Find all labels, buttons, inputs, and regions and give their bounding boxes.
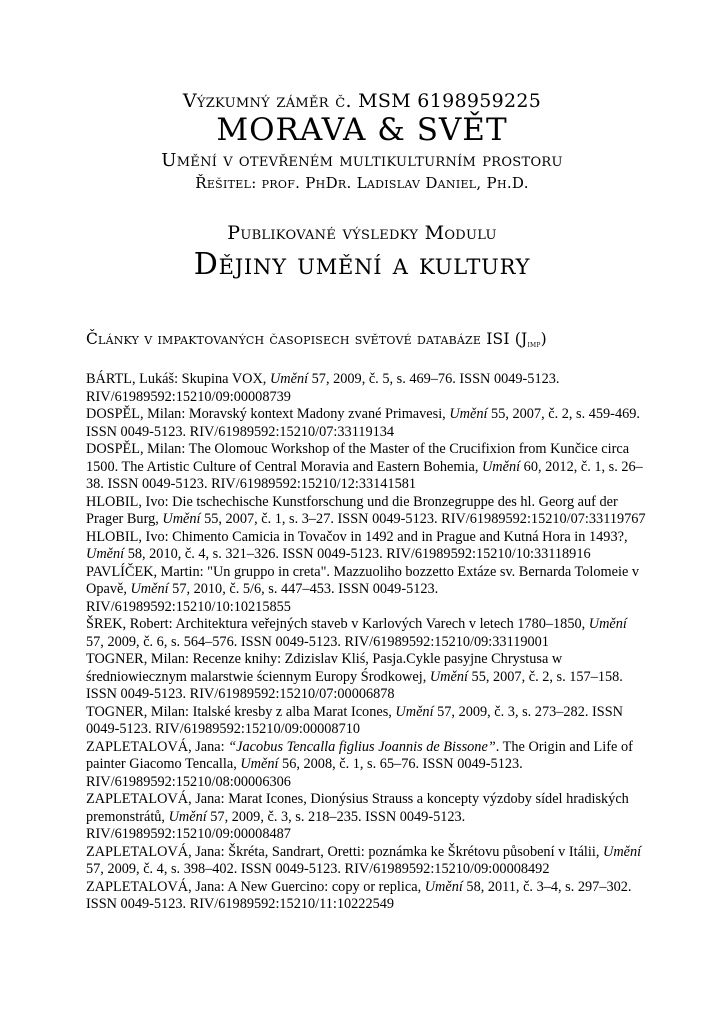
publication-list xyxy=(86,371,646,914)
entry-text: 55, 2007, č. 1, s. 3–27. ISSN 0049-5123. RIV/61989592:15210/07:33119767 xyxy=(200,511,646,527)
entry-italic-text: Umění xyxy=(168,808,207,825)
entry-italic-text: Umění xyxy=(449,406,488,422)
publication-entry xyxy=(86,529,646,564)
publication-entry xyxy=(86,406,646,441)
entry-italic-text: Umění xyxy=(269,371,309,387)
publication-entry xyxy=(86,844,646,879)
module-label: Publikované výsledky Modulu xyxy=(227,222,497,244)
entry-text: PAVLÍČEK, Martin: "Un gruppo in creta". Mazzuoliho bozzetto Extáze sv. Bernarda Tolomeie v Opavě, xyxy=(86,563,640,597)
entry-text: 57, 2009, č. 6, s. 564–576. ISSN 0049-5123. RIV/61989592:15210/09:33119001 xyxy=(86,633,549,650)
publication-entry xyxy=(86,739,646,792)
entry-italic-text: Umění xyxy=(588,616,627,632)
section-heading-subscript: imp xyxy=(527,340,541,350)
entry-italic-text: Umění xyxy=(429,668,468,685)
section-heading-text: Články v impaktovaných časopisech světové databáze ISI (J xyxy=(86,330,528,348)
document-subtitle: Umění v otevřeném multikulturním prostoru xyxy=(161,150,563,171)
entry-text: 57, 2009, č. 5, s. 469–76. ISSN 0049-5123. RIV/61989592:15210/09:00008739 xyxy=(86,371,560,405)
entry-text: ZAPLETALOVÁ, Jana: xyxy=(86,738,229,755)
entry-text: DOSPĚL, Milan: The Olomouc Workshop of the Master of the Crucifixion from Kunčice circa 1500. The Artistic Culture of Central Moravia and Eastern Bohemia, xyxy=(86,441,630,475)
entry-text: 60, 2012, č. 1, s. 26–38. ISSN 0049-5123. RIV/61989592:15210/12:33141581 xyxy=(86,458,643,492)
entry-text: TOGNER, Milan: Italské kresby z alba Marat Icones, xyxy=(86,703,396,720)
entry-text: 57, 2010, č. 5/6, s. 447–453. ISSN 0049-5123. RIV/61989592:15210/10:10215855 xyxy=(86,581,439,615)
publication-entry xyxy=(86,616,646,651)
entry-italic-text: Umění xyxy=(395,703,434,720)
entry-text: DOSPĚL, Milan: Moravský kontext Madony zvané Primavesi, xyxy=(86,406,450,422)
entry-italic-text: Umění xyxy=(130,581,169,597)
entry-italic-text: Umění xyxy=(603,843,642,860)
entry-italic-text: Umění xyxy=(240,756,279,772)
entry-text: 55, 2007, č. 2, s. 459-469. ISSN 0049-5123. RIV/61989592:15210/07:33119134 xyxy=(86,406,640,440)
module-title: Dějiny umění a kultury xyxy=(193,247,531,282)
entry-text: 55, 2007, č. 2, s. 157–158. ISSN 0049-5123. RIV/61989592:15210/07:00006878 xyxy=(86,668,623,702)
publication-entry xyxy=(86,371,646,406)
entry-text: HLOBIL, Ivo: Die tschechische Kunstforschung und die Bronzegruppe des hl. Georg auf der Prager Burg, xyxy=(86,493,618,527)
entry-text: 58, 2011, č. 3–4, s. 297–302. ISSN 0049-5123. RIV/61989592:15210/11:10222549 xyxy=(86,878,632,912)
project-line: Výzkumný záměr č. MSM 6198959225 xyxy=(182,90,542,112)
entry-text: 56, 2008, č. 1, s. 65–76. ISSN 0049-5123. RIV/61989592:15210/08:00006306 xyxy=(86,756,523,790)
entry-text: ZAPLETALOVÁ, Jana: Marat Icones, Dionýsius Strauss a koncepty výzdoby sídel hradiských premonstrátů, xyxy=(86,791,629,825)
entry-text: ZAPLETALOVÁ, Jana: A New Guercino: copy or replica, xyxy=(86,878,425,895)
entry-italic-text: Umění xyxy=(86,546,125,562)
entry-text: 57, 2009, č. 3, s. 218–235. ISSN 0049-5123. RIV/61989592:15210/09:00008487 xyxy=(86,808,466,842)
entry-italic-text: Umění xyxy=(424,878,463,895)
section-heading-end: ) xyxy=(540,330,547,348)
entry-text: . The Origin and Life of painter Giacomo Tencalla, xyxy=(86,738,633,772)
entry-text: BÁRTL, Lukáš: Skupina VOX, xyxy=(86,371,270,387)
publication-entry xyxy=(86,564,646,617)
principal-investigator: Řešitel: prof. PhDr. Ladislav Daniel, Ph.D. xyxy=(195,174,529,192)
entry-text: 57, 2009, č. 3, s. 273–282. ISSN 0049-5123. RIV/61989592:15210/09:00008710 xyxy=(86,703,623,737)
entry-text: 58, 2010, č. 4, s. 321–326. ISSN 0049-5123. RIV/61989592:15210/10:33118916 xyxy=(124,546,591,562)
publication-entry xyxy=(86,791,646,844)
entry-text: HLOBIL, Ivo: Chimento Camicia in Tovačov in 1492 and in Prague and Kutná Hora in 1493?, xyxy=(86,528,628,545)
document-title: MORAVA & SVĚT xyxy=(216,112,508,148)
publication-entry xyxy=(86,441,646,494)
publication-entry xyxy=(86,651,646,704)
entry-text: ZAPLETALOVÁ, Jana: Škréta, Sandrart, Oretti: poznámka ke Škrétovu působení v Itálii, xyxy=(86,843,603,860)
publication-entry xyxy=(86,879,646,914)
entry-italic-text: Umění xyxy=(162,511,201,527)
entry-italic-text: Umění xyxy=(481,458,521,475)
entry-text: TOGNER, Milan: Recenze knihy: Zdizislav Kliś, Pasja.Cykle pasyjne Chrystusa w średniowiecznym malarstwie ściennym Europy Środkowej, xyxy=(86,651,563,685)
entry-text: ŠREK, Robert: Architektura veřejných staveb v Karlových Varech v letech 1780–1850, xyxy=(86,616,589,632)
section-heading xyxy=(86,330,547,350)
publication-entry xyxy=(86,704,646,739)
entry-text: 57, 2009, č. 4, s. 398–402. ISSN 0049-5123. RIV/61989592:15210/09:00008492 xyxy=(86,861,550,877)
publication-entry xyxy=(86,494,646,529)
entry-italic-text: “Jacobus Tencalla figlius Joannis de Bissone” xyxy=(228,738,496,755)
